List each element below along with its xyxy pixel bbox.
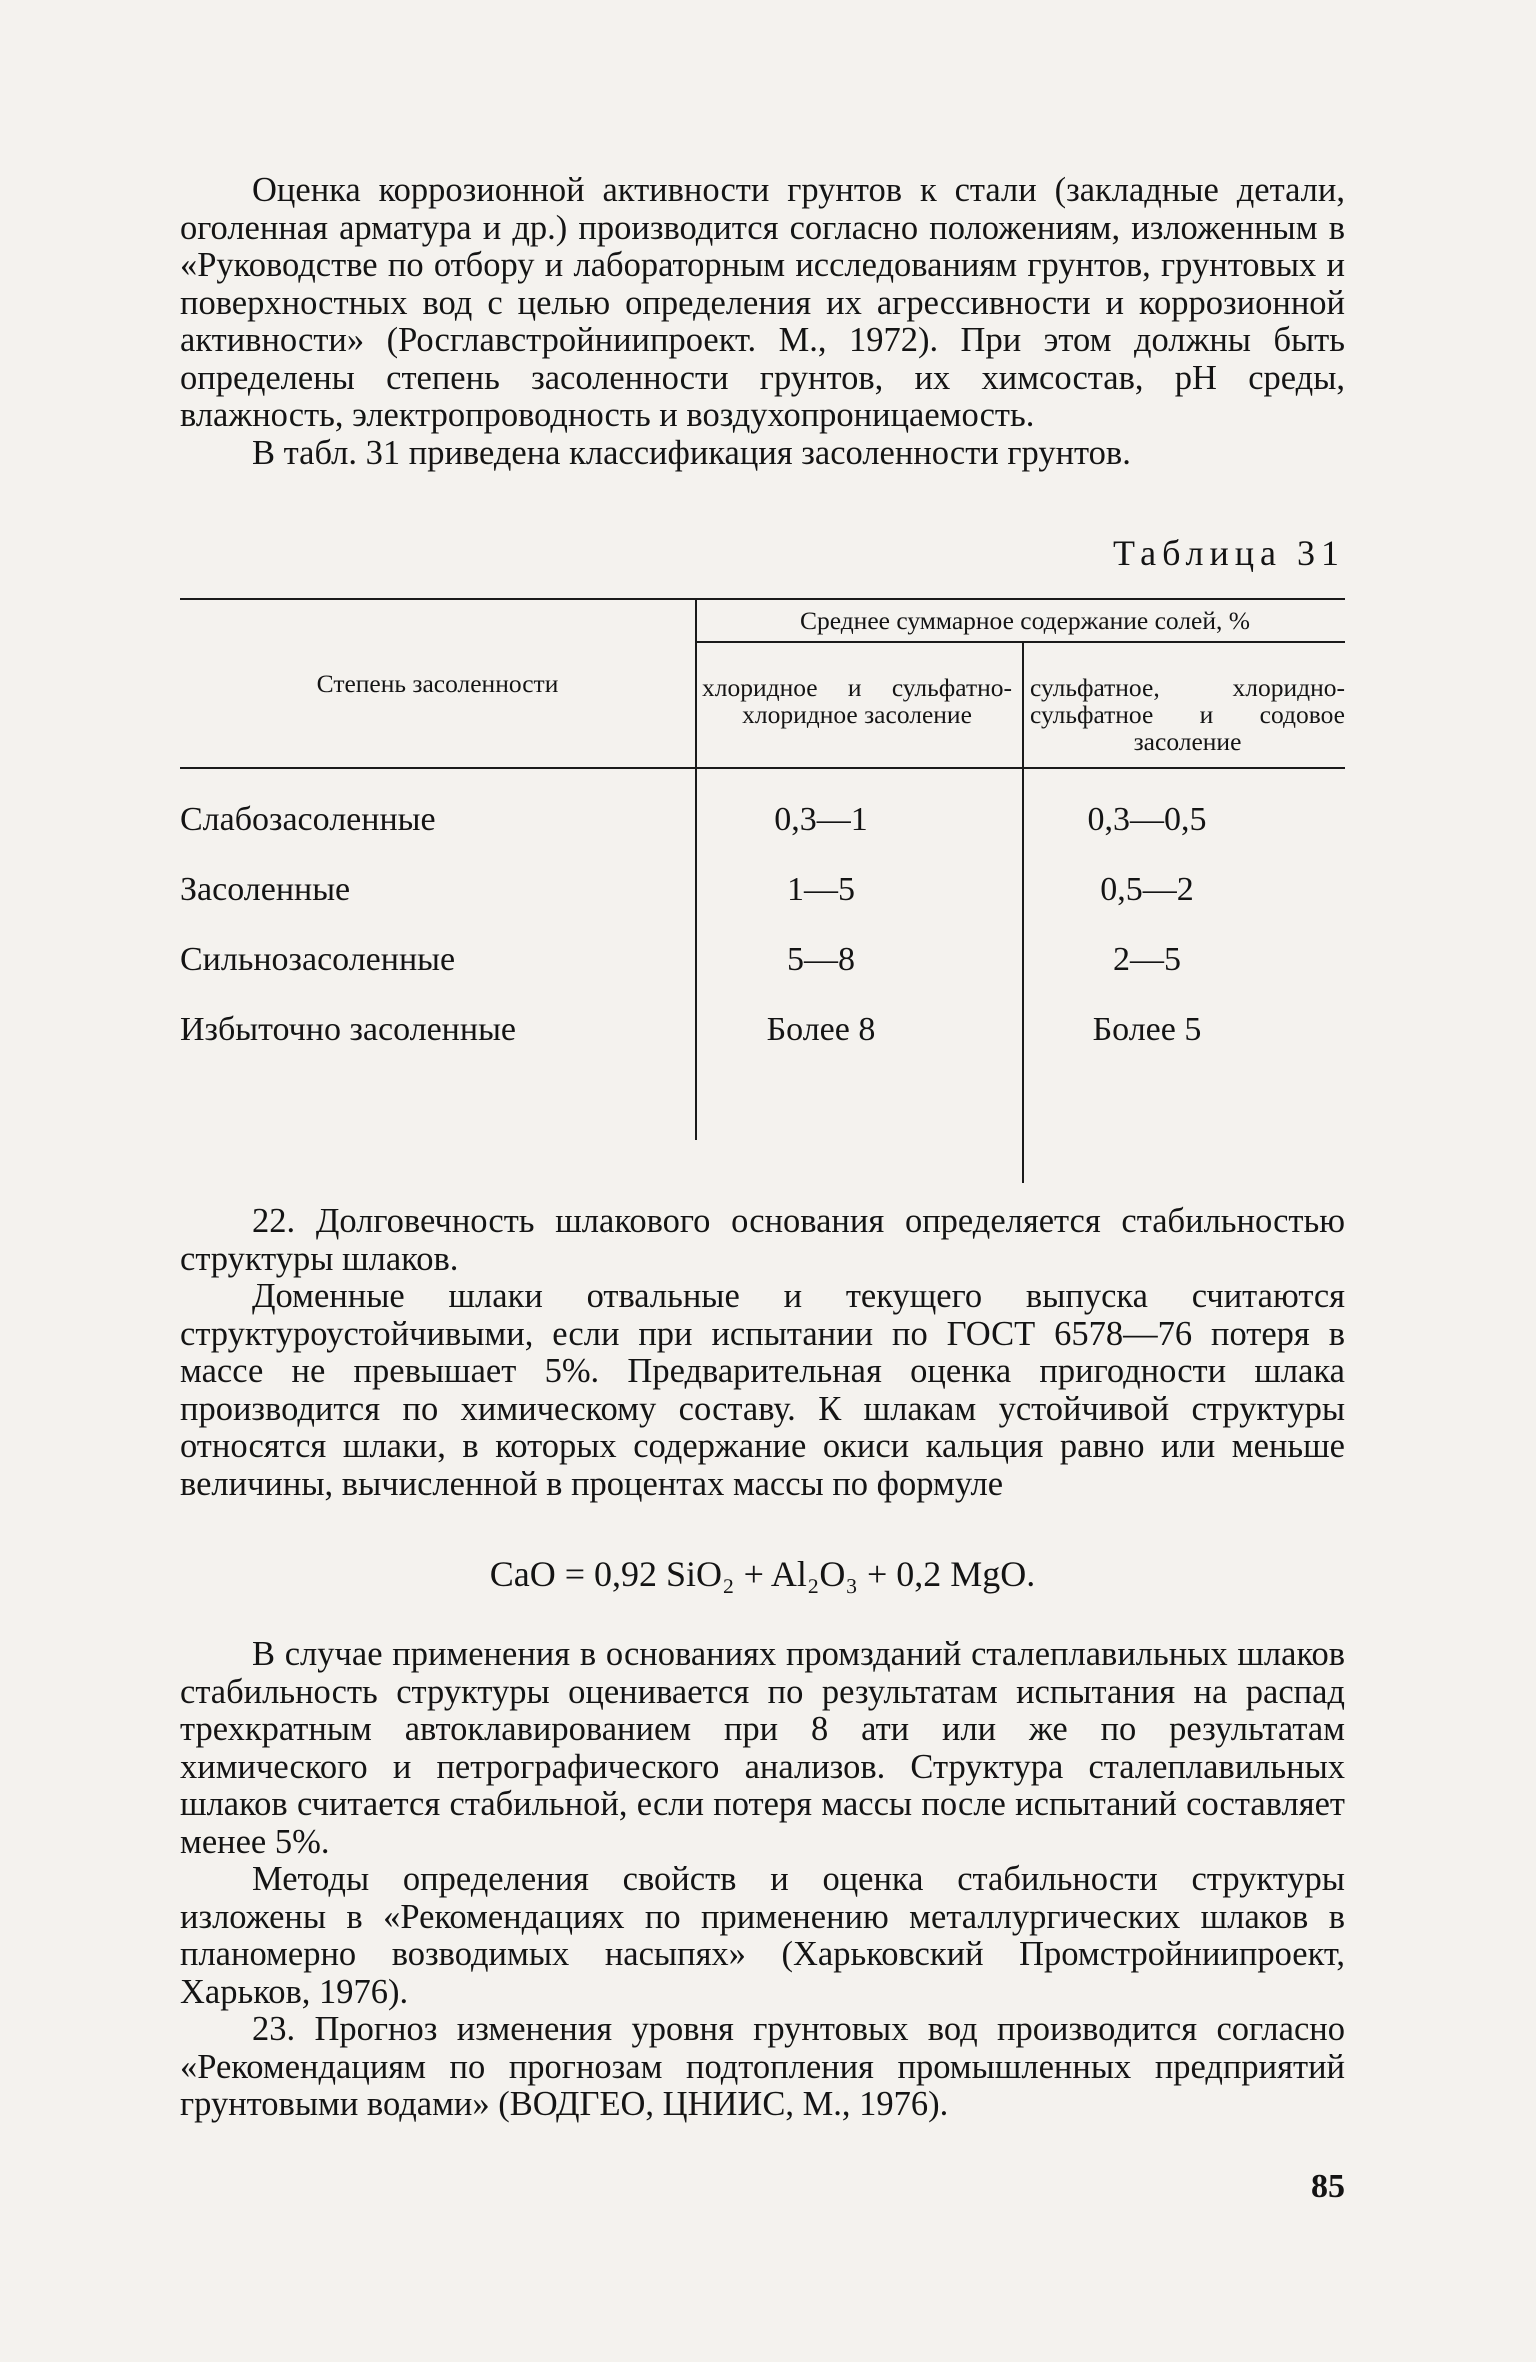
header-chloride: хлоридное и сульфатно-хлоридное засоление (702, 673, 1012, 729)
paragraph-slag-durability: 22. Долговечность шлакового основания определяется стабильностью структуры шлаков. (180, 1202, 1345, 1278)
row-1-chloride: 0,3—1 (774, 801, 868, 838)
row-1-sulfate: 0,3—0,5 (1087, 801, 1207, 838)
section-22 (180, 1203, 1345, 1503)
section-after-formula (180, 1636, 1345, 2124)
row-2-sulfate: 0,5—2 (1100, 871, 1194, 908)
row-2-degree: Засоленные (180, 871, 351, 908)
table-header-rule (180, 767, 1345, 769)
paragraph-table-reference: В табл. 31 приведена классификация засоленности грунтов. (252, 433, 1131, 472)
cao-formula: CaO = 0,92 SiO₂ + Al₂O₃ + 0,2 MgO. (489, 1554, 1036, 1594)
row-3-sulfate: 2—5 (1113, 941, 1181, 978)
row-2-chloride: 1—5 (787, 871, 855, 908)
row-3-chloride: 5—8 (787, 941, 855, 978)
header-sulfate: сульфатное, хлоридно-сульфатное и содовое засоление (1030, 673, 1345, 756)
header-salinity-degree: Степень засоленности (316, 669, 559, 698)
row-4-degree: Избыточно засоленные (180, 1011, 516, 1048)
salinity-table (180, 598, 1345, 1140)
page-number: 85 (1311, 2168, 1345, 2205)
paragraph-blast-furnace-slag: Доменные шлаки отвальные и текущего выпуска считаются структуроустойчивыми, если при испытании по ГОСТ 6578—76 потеря в массе не превышает 5%. Предварительная оценка пригодности шлака производится по химическому составу. К шлакам устойчивой структуры относятся шлаки, в которых содержание окиси кальция равно или меньше величины, вычисленной в процентах массы по формуле (180, 1277, 1345, 1503)
table-title: Таблица 31 (1113, 533, 1345, 573)
paragraph-methods: Методы определения свойств и оценка стабильности структуры изложены в «Рекомендациях по применению металлургических шлаков в планомерно возводимых насыпях» (Харьковский Промстройниипроект, Харьков, 1976). (180, 1860, 1345, 2011)
paragraph-corrosion: Оценка коррозионной активности грунтов к стали (закладные детали, оголенная арматура и др.) производится согласно положениям, изложенным в «Руководстве по отбору и лабораторным исследованиям грунтов, грунтовых и поверхностных вод с целью определения их агрессивности и коррозионной активности» (Росглавстройниипроект. М., 1972). При этом должны быть определены степень засоленности грунтов, их химсостав, pH среды, влажность, электропроводность и воздухопроницаемость. (180, 171, 1345, 434)
row-3-degree: Сильнозасоленные (180, 941, 456, 978)
paragraph-steel-slag: В случае применения в основаниях промзданий сталеплавильных шлаков стабильность структуры оценивается по результатам испытания на распад трехкратным автоклавированием при 8 ати или же по результатам химического и петрографического анализов. Структура сталеплавильных шлаков считается стабильной, если потеря массы после испытаний составляет менее 5%. (180, 1635, 1345, 1861)
paragraph-groundwater: 23. Прогноз изменения уровня грунтовых вод производится согласно «Рекомендациям по прогнозам подтопления промышленных предприятий грунтовыми водами» (ВОДГЕО, ЦНИИС, М., 1976). (180, 2010, 1345, 2123)
intro-section (180, 172, 1345, 472)
row-4-sulfate: Более 5 (1092, 1011, 1202, 1048)
row-1-degree: Слабозасоленные (180, 801, 436, 838)
header-salt-content: Среднее суммарное содержание солей, % (799, 606, 1251, 635)
table-divider-1 (695, 598, 697, 1140)
table-subheader-rule (695, 641, 1345, 643)
table-top-rule (180, 598, 1345, 600)
table-divider-2 (1022, 641, 1024, 1183)
row-4-chloride: Более 8 (766, 1011, 876, 1048)
